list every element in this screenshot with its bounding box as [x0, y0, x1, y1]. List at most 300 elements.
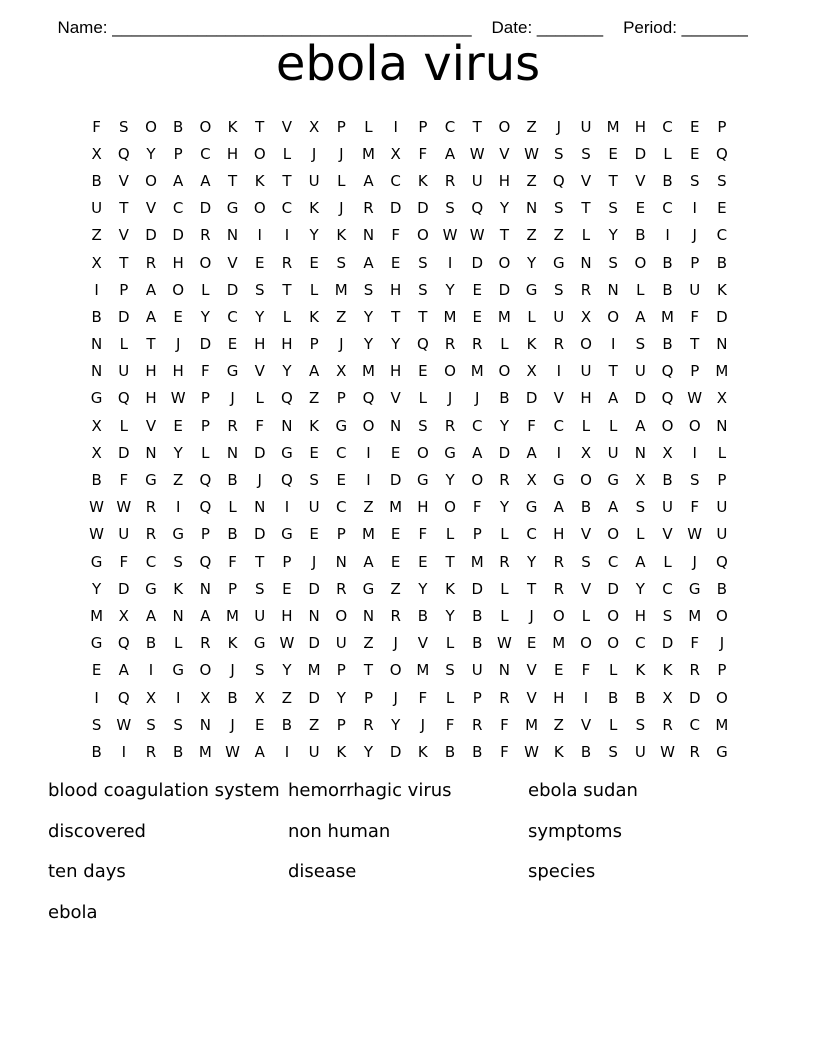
- grid-letter: N: [390, 416, 402, 435]
- word-list-item: hemorrhagic virus: [288, 780, 452, 801]
- grid-letter: L: [119, 335, 128, 354]
- grid-letter: Y: [445, 280, 455, 299]
- grid-letter: L: [364, 117, 373, 136]
- grid-letter: E: [390, 552, 401, 571]
- grid-letter: A: [526, 443, 537, 462]
- grid-letter: C: [281, 199, 293, 218]
- grid-letter: E: [390, 525, 401, 544]
- grid-letter: T: [418, 307, 428, 326]
- grid-letter: P: [282, 552, 292, 571]
- grid-letter: R: [145, 498, 157, 517]
- grid-letter: A: [200, 606, 211, 625]
- grid-letter: U: [716, 498, 728, 517]
- grid-letter: R: [689, 661, 700, 680]
- grid-letter: R: [363, 715, 374, 734]
- grid-letter: E: [717, 199, 727, 218]
- grid-letter: O: [416, 443, 429, 462]
- grid-letter: U: [553, 307, 565, 326]
- grid-letter: O: [688, 416, 701, 435]
- grid-letter: V: [553, 389, 564, 408]
- grid-letter: G: [172, 525, 184, 544]
- grid-letter: S: [418, 416, 428, 435]
- grid-letter: L: [581, 416, 591, 435]
- grid-letter: P: [309, 335, 319, 354]
- grid-letter: T: [119, 253, 129, 272]
- grid-letter: I: [447, 253, 453, 272]
- grid-letter: G: [281, 525, 293, 544]
- grid-letter: Y: [200, 307, 210, 326]
- grid-letter: L: [255, 389, 264, 408]
- grid-letter: S: [581, 552, 591, 571]
- grid-letter: U: [662, 498, 674, 517]
- word-list-item: discovered: [48, 820, 146, 842]
- grid-letter: L: [636, 280, 645, 299]
- grid-letter: A: [118, 661, 129, 680]
- grid-letter: F: [418, 525, 428, 544]
- grid-letter: Q: [199, 471, 212, 490]
- grid-letter: L: [445, 525, 455, 544]
- grid-letter: J: [230, 389, 235, 408]
- grid-letter: D: [498, 443, 511, 462]
- grid-letter: R: [662, 715, 673, 734]
- grid-row: [83, 711, 743, 738]
- grid-letter: H: [634, 117, 646, 136]
- grid-letter: Y: [608, 226, 618, 245]
- grid-letter: Q: [471, 199, 484, 218]
- grid-letter: H: [634, 606, 646, 625]
- grid-letter: Q: [117, 634, 130, 653]
- grid-letter: P: [717, 471, 727, 490]
- grid-letter: M: [552, 634, 566, 653]
- grid-letter: O: [253, 199, 266, 218]
- grid-letter: T: [608, 362, 618, 381]
- page-title: ebola virus: [275, 36, 541, 92]
- grid-letter: H: [226, 144, 239, 163]
- grid-letter: B: [662, 171, 673, 190]
- grid-letter: M: [226, 606, 239, 625]
- grid-letter: W: [225, 742, 240, 761]
- word-list-item: ten days: [48, 861, 126, 882]
- grid-letter: E: [309, 253, 319, 272]
- grid-letter: M: [361, 362, 375, 381]
- grid-letter: E: [309, 443, 319, 462]
- grid-letter: W: [116, 715, 132, 734]
- grid-letter: B: [499, 389, 510, 408]
- grid-letter: J: [339, 199, 344, 218]
- grid-letter: F: [500, 715, 509, 734]
- grid-letter: C: [336, 443, 347, 462]
- grid-letter: I: [284, 742, 290, 761]
- grid-letter: G: [226, 199, 239, 218]
- grid-letter: H: [417, 498, 429, 517]
- grid-letter: S: [717, 171, 727, 190]
- grid-letter: D: [172, 226, 184, 245]
- grid-letter: P: [472, 525, 482, 544]
- grid-letter: Y: [336, 688, 346, 707]
- grid-letter: K: [553, 742, 564, 761]
- grid-letter: D: [145, 226, 157, 245]
- grid-letter: J: [311, 552, 317, 571]
- grid-letter: L: [228, 498, 237, 517]
- word-list-item: species: [528, 861, 596, 882]
- grid-letter: E: [390, 253, 401, 272]
- grid-letter: R: [200, 634, 211, 653]
- grid-letter: S: [336, 253, 347, 272]
- grid-letter: R: [444, 335, 456, 354]
- grid-letter: R: [499, 471, 510, 490]
- grid-letter: R: [553, 335, 564, 354]
- grid-letter: S: [608, 253, 618, 272]
- grid-letter: R: [390, 606, 401, 625]
- grid-letter: P: [173, 144, 183, 163]
- grid-letter: X: [580, 307, 592, 326]
- grid-letter: N: [525, 199, 538, 218]
- grid-letter: L: [581, 226, 591, 245]
- grid-letter: M: [606, 117, 620, 136]
- grid-letter: Y: [282, 661, 292, 680]
- grid-letter: U: [716, 525, 728, 544]
- grid-letter: T: [363, 661, 374, 680]
- grid-letter: O: [634, 253, 647, 272]
- grid-letter: H: [281, 606, 293, 625]
- grid-letter: K: [309, 416, 320, 435]
- grid-letter: Y: [635, 579, 645, 598]
- grid-letter: R: [580, 280, 592, 299]
- grid-letter: B: [91, 471, 102, 490]
- grid-letter: U: [91, 199, 103, 218]
- grid-letter: B: [227, 471, 238, 490]
- grid-letter: V: [417, 634, 428, 653]
- grid-letter: J: [447, 389, 453, 408]
- grid-letter: D: [118, 307, 130, 326]
- grid-letter: E: [472, 307, 482, 326]
- word-list-item: symptoms: [528, 820, 622, 842]
- grid-letter: E: [254, 253, 265, 272]
- grid-letter: C: [227, 307, 238, 326]
- grid-letter: F: [472, 498, 482, 517]
- grid-letter: A: [308, 362, 320, 381]
- grid-letter: K: [445, 579, 455, 598]
- grid-letter: D: [226, 280, 239, 299]
- grid-letter: S: [689, 471, 700, 490]
- grid-letter: F: [228, 552, 237, 571]
- grid-letter: J: [475, 389, 480, 408]
- grid-letter: K: [526, 335, 537, 354]
- grid-letter: M: [470, 362, 484, 381]
- grid-letter: A: [635, 307, 646, 326]
- grid-letter: N: [145, 443, 157, 462]
- grid-letter: S: [254, 661, 265, 680]
- grid-letter: O: [716, 606, 728, 625]
- grid-letter: U: [118, 525, 130, 544]
- grid-letter: B: [662, 253, 673, 272]
- grid-letter: I: [393, 117, 398, 136]
- grid-letter: D: [308, 688, 320, 707]
- grid-row: [83, 140, 743, 167]
- grid-letter: U: [308, 498, 320, 517]
- grid-letter: R: [553, 579, 564, 598]
- grid-letter: M: [715, 362, 729, 381]
- grid-letter: L: [309, 280, 319, 299]
- grid-letter: Q: [281, 471, 293, 490]
- grid-row: [83, 738, 743, 765]
- grid-letter: O: [444, 362, 456, 381]
- grid-letter: Z: [308, 389, 320, 408]
- grid-letter: P: [690, 362, 700, 381]
- grid-letter: A: [608, 498, 619, 517]
- grid-letter: C: [662, 579, 673, 598]
- grid-letter: W: [687, 389, 703, 408]
- grid-letter: R: [227, 416, 238, 435]
- grid-letter: S: [445, 661, 455, 680]
- grid-letter: L: [201, 443, 210, 462]
- grid-letter: D: [253, 443, 266, 462]
- grid-letter: L: [663, 552, 672, 571]
- grid-letter: V: [526, 688, 537, 707]
- grid-letter: G: [525, 498, 538, 517]
- grid-letter: D: [199, 199, 212, 218]
- grid-letter: T: [282, 171, 292, 190]
- grid-letter: P: [418, 117, 428, 136]
- grid-letter: C: [145, 552, 157, 571]
- grid-letter: Q: [117, 688, 130, 707]
- grid-letter: J: [393, 688, 398, 707]
- grid-letter: T: [690, 335, 700, 354]
- grid-letter: O: [389, 661, 402, 680]
- grid-letter: G: [607, 471, 619, 490]
- grid-row: [83, 249, 743, 276]
- grid-letter: C: [662, 117, 673, 136]
- grid-letter: B: [716, 253, 728, 272]
- grid-letter: E: [227, 335, 238, 354]
- grid-letter: U: [335, 634, 347, 653]
- grid-letter: B: [227, 688, 238, 707]
- grid-letter: A: [200, 171, 211, 190]
- grid-letter: S: [91, 715, 102, 734]
- grid-letter: N: [716, 335, 728, 354]
- grid-letter: E: [635, 199, 646, 218]
- grid-letter: Y: [418, 579, 428, 598]
- grid-letter: O: [471, 471, 484, 490]
- grid-letter: G: [362, 579, 375, 598]
- grid-letter: G: [525, 280, 538, 299]
- grid-letter: L: [119, 416, 128, 435]
- grid-letter: S: [635, 498, 646, 517]
- grid-letter: O: [145, 117, 157, 136]
- grid-letter: U: [689, 280, 701, 299]
- grid-letter: V: [580, 715, 592, 734]
- grid-letter: J: [692, 226, 697, 245]
- grid-letter: F: [391, 226, 400, 245]
- grid-letter: Y: [92, 579, 102, 598]
- grid-letter: X: [526, 362, 537, 381]
- date-field: Date: _______: [491, 18, 604, 37]
- grid-letter: B: [662, 280, 673, 299]
- grid-row: [83, 466, 743, 493]
- grid-letter: R: [281, 253, 293, 272]
- grid-letter: F: [527, 416, 536, 435]
- grid-letter: X: [336, 362, 347, 381]
- grid-row: [83, 113, 743, 140]
- grid-letter: A: [363, 253, 374, 272]
- grid-row: [83, 412, 743, 439]
- grid-letter: I: [148, 661, 154, 680]
- grid-letter: Y: [363, 742, 374, 761]
- grid-letter: D: [118, 443, 130, 462]
- grid-letter: I: [94, 688, 99, 707]
- grid-letter: M: [688, 606, 702, 625]
- grid-letter: A: [635, 416, 646, 435]
- grid-letter: H: [553, 688, 565, 707]
- grid-letter: F: [690, 498, 700, 517]
- grid-letter: Z: [526, 117, 537, 136]
- grid-letter: D: [308, 634, 320, 653]
- grid-letter: C: [336, 498, 347, 517]
- grid-letter: B: [145, 634, 157, 653]
- grid-letter: D: [471, 253, 483, 272]
- grid-letter: H: [254, 335, 266, 354]
- grid-letter: M: [470, 552, 484, 571]
- grid-letter: F: [581, 661, 591, 680]
- grid-row: [83, 385, 743, 412]
- grid-letter: S: [309, 471, 319, 490]
- grid-letter: B: [227, 525, 238, 544]
- grid-letter: N: [716, 416, 728, 435]
- grid-letter: O: [716, 688, 728, 707]
- grid-letter: G: [172, 661, 184, 680]
- grid-letter: O: [172, 280, 185, 299]
- grid-letter: N: [254, 498, 266, 517]
- grid-letter: O: [416, 226, 429, 245]
- grid-letter: Z: [336, 307, 347, 326]
- grid-letter: O: [145, 171, 157, 190]
- grid-letter: U: [308, 171, 320, 190]
- grid-letter: L: [282, 307, 292, 326]
- grid-letter: D: [118, 579, 130, 598]
- grid-letter: D: [253, 525, 266, 544]
- grid-letter: P: [336, 389, 346, 408]
- grid-letter: O: [661, 416, 674, 435]
- grid-letter: T: [282, 280, 292, 299]
- grid-letter: V: [390, 389, 401, 408]
- grid-letter: A: [145, 280, 157, 299]
- grid-letter: O: [444, 498, 456, 517]
- grid-letter: M: [525, 715, 539, 734]
- grid-letter: Z: [363, 634, 374, 653]
- grid-letter: T: [581, 199, 591, 218]
- grid-letter: X: [390, 144, 401, 163]
- grid-letter: B: [472, 634, 483, 653]
- grid-letter: Q: [552, 171, 565, 190]
- grid-letter: G: [552, 253, 565, 272]
- grid-letter: A: [145, 307, 157, 326]
- grid-letter: T: [255, 552, 265, 571]
- grid-letter: T: [499, 226, 509, 245]
- grid-letter: A: [363, 552, 374, 571]
- grid-letter: G: [552, 471, 565, 490]
- grid-letter: Z: [390, 579, 401, 598]
- grid-letter: G: [90, 552, 103, 571]
- grid-letter: W: [170, 389, 186, 408]
- grid-letter: C: [390, 171, 401, 190]
- grid-letter: V: [227, 253, 238, 272]
- grid-letter: E: [309, 525, 319, 544]
- grid-row: [83, 548, 743, 575]
- grid-letter: E: [173, 307, 183, 326]
- word-list-item: ebola sudan: [528, 780, 638, 801]
- grid-letter: B: [173, 742, 184, 761]
- grid-row: [83, 276, 743, 303]
- grid-letter: F: [418, 688, 428, 707]
- grid-letter: R: [200, 226, 211, 245]
- grid-letter: D: [389, 199, 402, 218]
- grid-letter: C: [200, 144, 211, 163]
- grid-letter: W: [442, 226, 458, 245]
- grid-letter: P: [119, 280, 129, 299]
- grid-letter: O: [607, 634, 620, 653]
- grid-letter: O: [199, 117, 212, 136]
- grid-letter: U: [308, 742, 320, 761]
- grid-letter: E: [254, 715, 265, 734]
- grid-letter: V: [145, 416, 157, 435]
- grid-letter: I: [692, 199, 697, 218]
- grid-letter: C: [716, 226, 728, 245]
- grid-letter: N: [362, 226, 375, 245]
- grid-letter: E: [336, 471, 347, 490]
- grid-letter: J: [339, 335, 344, 354]
- grid-letter: C: [172, 199, 184, 218]
- grid-letter: B: [662, 335, 673, 354]
- grid-letter: Y: [146, 144, 156, 163]
- grid-letter: Q: [199, 498, 212, 517]
- grid-letter: O: [335, 606, 348, 625]
- grid-letter: J: [257, 471, 262, 490]
- grid-letter: L: [717, 443, 727, 462]
- grid-letter: K: [309, 307, 320, 326]
- grid-letter: E: [91, 661, 102, 680]
- grid-letter: O: [580, 471, 592, 490]
- grid-letter: M: [389, 498, 403, 517]
- grid-letter: I: [175, 498, 181, 517]
- grid-letter: M: [334, 280, 348, 299]
- grid-letter: U: [471, 661, 483, 680]
- grid-letter: G: [716, 742, 728, 761]
- grid-letter: L: [500, 606, 509, 625]
- grid-letter: T: [255, 117, 265, 136]
- grid-letter: X: [662, 688, 673, 707]
- grid-letter: Y: [391, 335, 401, 354]
- grid-letter: F: [500, 742, 509, 761]
- grid-letter: O: [607, 525, 620, 544]
- grid-letter: K: [716, 280, 727, 299]
- grid-letter: E: [390, 443, 401, 462]
- grid-letter: R: [499, 688, 510, 707]
- grid-letter: L: [663, 144, 672, 163]
- grid-letter: O: [498, 117, 511, 136]
- grid-letter: F: [119, 471, 129, 490]
- grid-letter: G: [145, 579, 157, 598]
- grid-letter: K: [227, 117, 238, 136]
- grid-letter: B: [635, 688, 646, 707]
- grid-letter: B: [716, 579, 728, 598]
- grid-letter: B: [472, 606, 483, 625]
- grid-letter: E: [418, 362, 428, 381]
- grid-letter: B: [580, 742, 592, 761]
- grid-letter: W: [496, 634, 512, 653]
- grid-letter: R: [145, 742, 157, 761]
- grid-letter: D: [688, 688, 701, 707]
- grid-letter: L: [608, 715, 618, 734]
